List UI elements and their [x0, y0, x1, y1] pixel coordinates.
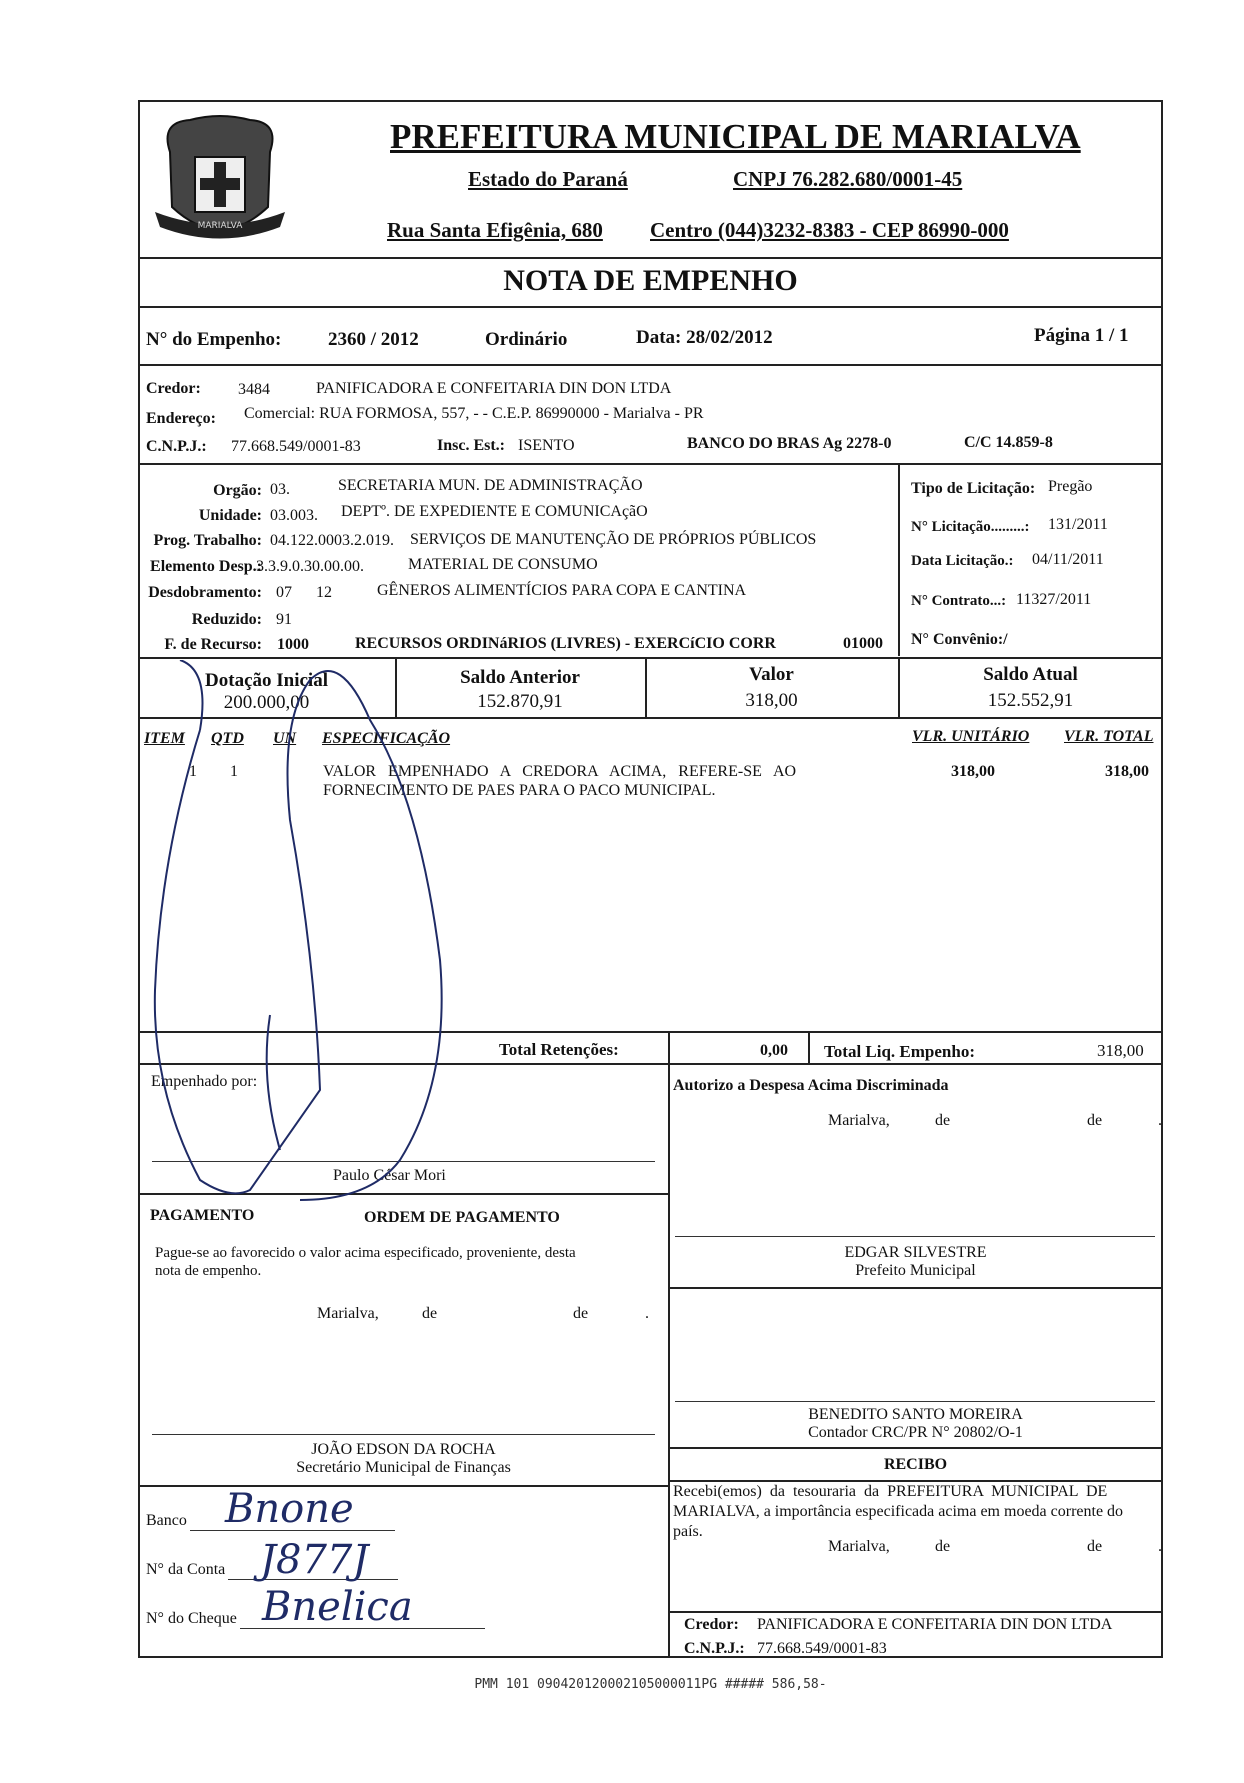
- contrato-label: N° Contrato...:: [911, 593, 1007, 609]
- licitacao-date-label: Data Licitação.:: [911, 553, 1014, 569]
- dotacao-value: 200.000,00: [223, 692, 310, 713]
- desdob-name: GÊNEROS ALIMENTÍCIOS PARA COPA E CANTINA: [377, 582, 747, 599]
- recibo-credor-name: PANIFICADORA E CONFEITARIA DIN DON LTDA: [757, 1616, 1113, 1633]
- saldo-atual-label: Saldo Atual: [983, 664, 1078, 685]
- desdob-code: 07 12: [276, 584, 332, 601]
- divider: [138, 306, 1163, 308]
- unidade-name: DEPTº. DE EXPEDIENTE E COMUNICAçãO: [341, 503, 648, 520]
- col-vlr-unitario: VLR. UNITÁRIO: [912, 728, 1030, 745]
- pague-de1: de: [422, 1305, 438, 1322]
- credor-cc: C/C 14.859-8: [964, 434, 1053, 451]
- autorizo-de1: de: [935, 1112, 951, 1129]
- retencoes-value: 0,00: [760, 1042, 788, 1059]
- recibo-period: .: [1158, 1538, 1162, 1555]
- recibo-line1: Recebi(emos) da tesouraria da PREFEITURA MUNICIPAL DE: [673, 1483, 1108, 1500]
- licitacao-date: 04/11/2011: [1032, 551, 1104, 568]
- divider: [808, 1031, 810, 1063]
- credor-name: PANIFICADORA E CONFEITARIA DIN DON LTDA: [316, 380, 672, 397]
- divider: [668, 1611, 1163, 1613]
- divider: [668, 1287, 1163, 1289]
- credor-label: Credor:: [146, 380, 201, 397]
- header-title: PREFEITURA MUNICIPAL DE MARIALVA: [390, 117, 1081, 156]
- recibo-line2: MARIALVA, a importância especificada acima em moeda corrente do: [673, 1503, 1124, 1520]
- signature-line: [675, 1401, 1155, 1402]
- orgao-label: Orgão:: [213, 482, 262, 499]
- footer-code: PMM 101 090420120002105000011PG ##### 586,58-: [474, 1677, 827, 1692]
- pague-de2: de: [573, 1305, 589, 1322]
- secretario-cargo: Secretário Municipal de Finanças: [296, 1459, 511, 1476]
- banco-label: Banco: [146, 1512, 187, 1529]
- signature-line: [152, 1434, 655, 1435]
- recurso-code: 1000: [277, 636, 309, 653]
- recibo-title: RECIBO: [883, 1456, 948, 1473]
- prog-name: SERVIÇOS DE MANUTENÇÃO DE PRÓPRIOS PÚBLICOS: [410, 531, 817, 548]
- elemento-code: 3.3.9.0.30.00.00.: [256, 558, 364, 575]
- credor-address: Comercial: RUA FORMOSA, 557, - - C.E.P. 86990000 - Marialva - PR: [244, 405, 704, 422]
- recurso-label: F. de Recurso:: [164, 636, 262, 653]
- contador-cargo: Contador CRC/PR N° 20802/O-1: [808, 1424, 1023, 1441]
- insc-label: Insc. Est.:: [437, 437, 506, 454]
- prefeito-nome: EDGAR SILVESTRE: [844, 1244, 987, 1261]
- liquido-label: Total Liq. Empenho:: [824, 1042, 975, 1061]
- recibo-cnpj: 77.668.549/0001-83: [757, 1640, 887, 1657]
- recibo-credor-label: Credor:: [684, 1616, 739, 1633]
- licitacao-number: 131/2011: [1048, 516, 1108, 533]
- licitacao-number-label: N° Licitação.........:: [911, 519, 1030, 535]
- empenho-date: Data: 28/02/2012: [636, 327, 773, 348]
- prefeito-cargo: Prefeito Municipal: [855, 1262, 976, 1279]
- cheque-label: N° do Cheque: [146, 1610, 237, 1627]
- rubric-signature: [140, 660, 500, 1220]
- header-address: Rua Santa Efigênia, 680: [387, 218, 603, 242]
- secretario-nome: JOÃO EDSON DA ROCHA: [311, 1441, 496, 1458]
- recibo-de1: de: [935, 1538, 951, 1555]
- item-total-value: 318,00: [1105, 763, 1149, 780]
- elemento-name: MATERIAL DE CONSUMO: [408, 556, 598, 573]
- autorizo-de2: de: [1087, 1112, 1103, 1129]
- pague-line1: Pague-se ao favorecido o valor acima especificado, proveniente, desta: [155, 1245, 576, 1261]
- recurso-number: 01000: [843, 635, 883, 652]
- pague-line2: nota de empenho.: [155, 1263, 262, 1279]
- credor-code: 3484: [238, 381, 270, 398]
- desdob-label: Desdobramento:: [148, 584, 262, 601]
- item-desc-line1: VALOR EMPENHADO A CREDORA ACIMA, REFERE-SE AO: [323, 763, 797, 780]
- col-especificacao: ESPECIFICAÇÃO: [322, 730, 451, 747]
- recurso-name: RECURSOS ORDINáRIOS (LIVRES) - EXERCíCIO CORR: [355, 635, 776, 652]
- divider: [138, 463, 1163, 465]
- divider: [138, 657, 1163, 659]
- dotacao-label: Dotação Inicial: [205, 670, 328, 691]
- insc-value: ISENTO: [518, 437, 575, 454]
- coat-of-arms-logo: [150, 112, 290, 257]
- item-unit-value: 318,00: [951, 763, 995, 780]
- header-state: Estado do Paraná: [468, 167, 628, 191]
- credor-bank: BANCO DO BRAS Ag 2278-0: [687, 435, 892, 452]
- doc-title: NOTA DE EMPENHO: [503, 264, 798, 297]
- saldo-anterior-value: 152.870,91: [477, 691, 563, 712]
- recibo-city: Marialva,: [828, 1538, 890, 1555]
- conta-handwriting: J877J: [260, 1537, 369, 1583]
- retencoes-label: Total Retenções:: [499, 1040, 619, 1059]
- divider: [138, 364, 1163, 366]
- col-vlr-total: VLR. TOTAL: [1064, 728, 1154, 745]
- contador-nome: BENEDITO SANTO MOREIRA: [808, 1406, 1023, 1423]
- ordem-pagamento-label: ORDEM DE PAGAMENTO: [364, 1209, 560, 1226]
- signature-line: [675, 1236, 1155, 1237]
- prog-label: Prog. Trabalho:: [153, 532, 262, 549]
- item-qtd: 1: [230, 763, 238, 780]
- credor-cnpj: 77.668.549/0001-83: [231, 438, 361, 455]
- empenho-page: Página 1 / 1: [1034, 325, 1129, 346]
- header-district-phone: Centro (044)3232-8383 - CEP 86990-000: [650, 218, 1009, 242]
- prog-code: 04.122.0003.2.019.: [270, 532, 394, 549]
- reduzido-value: 91: [276, 611, 292, 628]
- divider: [898, 463, 900, 656]
- divider: [668, 1480, 1163, 1482]
- licitacao-tipo: Pregão: [1048, 478, 1093, 495]
- recibo-line3: país.: [673, 1523, 703, 1540]
- empenhado-por-label: Empenhado por:: [151, 1073, 258, 1090]
- col-item: ITEM: [144, 730, 185, 747]
- address-label: Endereço:: [146, 410, 216, 427]
- elemento-label: Elemento Desp.:: [150, 558, 262, 575]
- orgao-code: 03.: [270, 481, 290, 498]
- licitacao-tipo-label: Tipo de Licitação:: [911, 480, 1036, 497]
- item-number: 1: [189, 763, 197, 780]
- pague-period: .: [645, 1305, 649, 1322]
- autorizo-period: .: [1158, 1112, 1162, 1129]
- saldo-atual-value: 152.552,91: [987, 690, 1074, 711]
- empenho-type: Ordinário: [485, 329, 568, 350]
- empenho-number-label: N° do Empenho:: [146, 329, 282, 350]
- item-desc-line2: FORNECIMENTO DE PAES PARA O PACO MUNICIPAL.: [323, 782, 716, 799]
- contrato-number: 11327/2011: [1016, 591, 1092, 608]
- conta-label: N° da Conta: [146, 1561, 226, 1578]
- recibo-de2: de: [1087, 1538, 1103, 1555]
- header-cnpj: CNPJ 76.282.680/0001-45: [733, 167, 963, 191]
- empenhado-nome: Paulo César Mori: [333, 1167, 446, 1184]
- saldo-anterior-label: Saldo Anterior: [460, 667, 580, 688]
- col-un: UN: [273, 730, 297, 747]
- divider: [138, 1485, 668, 1487]
- svg-text:MARIALVA: MARIALVA: [197, 221, 243, 231]
- orgao-name: SECRETARIA MUN. DE ADMINISTRAÇÃO: [338, 477, 643, 494]
- empenho-number: 2360 / 2012: [328, 329, 419, 350]
- unidade-label: Unidade:: [198, 507, 262, 524]
- pague-city: Marialva,: [317, 1305, 379, 1322]
- unidade-code: 03.003.: [270, 507, 318, 524]
- liquido-value: 318,00: [1097, 1041, 1144, 1060]
- valor-value: 318,00: [745, 690, 798, 711]
- divider: [668, 1031, 670, 1343]
- cnpj-label: C.N.P.J.:: [146, 438, 207, 455]
- pagamento-label: PAGAMENTO: [150, 1207, 255, 1224]
- cheque-handwriting: Bnelica: [262, 1584, 413, 1630]
- reduzido-label: Reduzido:: [191, 611, 262, 628]
- valor-label: Valor: [749, 664, 794, 685]
- convenio-label: N° Convênio:/: [911, 631, 1008, 648]
- divider: [138, 257, 1163, 259]
- autorizo-label: Autorizo a Despesa Acima Discriminada: [673, 1077, 949, 1094]
- autorizo-city: Marialva,: [828, 1112, 890, 1129]
- banco-handwriting: Bnone: [225, 1486, 354, 1532]
- divider: [668, 1447, 1163, 1449]
- col-qtd: QTD: [211, 730, 244, 747]
- recibo-cnpj-label: C.N.P.J.:: [684, 1640, 745, 1657]
